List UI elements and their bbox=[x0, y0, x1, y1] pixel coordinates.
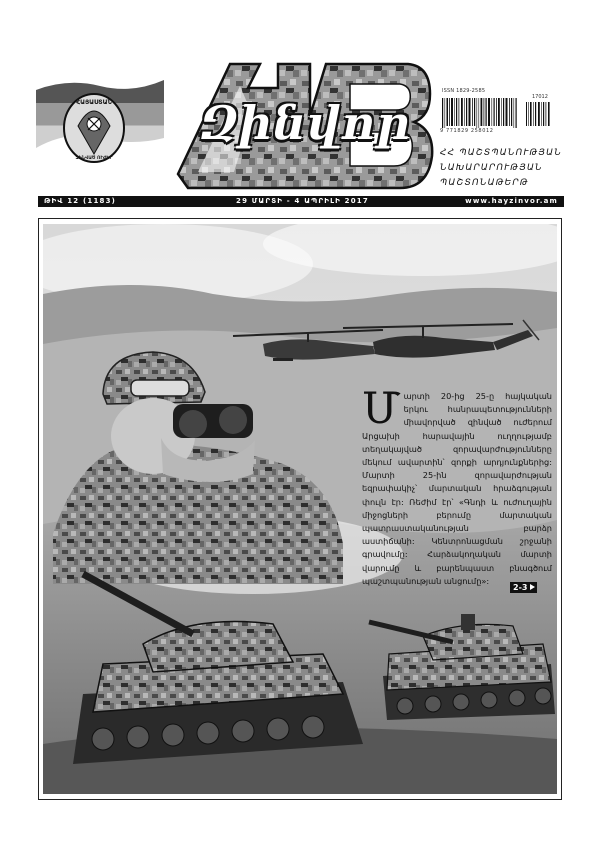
flag-emblem bbox=[36, 76, 164, 172]
lead-article bbox=[362, 384, 552, 588]
emblem-text-bottom: ԶԻՆՎԱԾ ՈՒԺԵՐ bbox=[75, 156, 113, 161]
barcode-number: 9 771829 258012 bbox=[440, 128, 494, 134]
issue-date: 29 ՄԱՐՏԻ - 4 ԱՊՐԻԼԻ 2017 bbox=[236, 197, 369, 205]
issue-bar bbox=[38, 196, 564, 207]
article-body: արտի 20-ից 25-ը հայկական երկու հանրապետությունների միավորված զինված ուժերում Արցախի հարավային ուղղությամբ տեղակայված զորավարժությունները մեկում ավարտին՝ զորքի արդյունքներից: Մարտի 25-ին զորավարժության եզրափակիչ՝ մարտական հրաձգության փուլն էր: Ռեժիմ էր՝ «Գնդի և ուժուղային միջոցների բերումը մարտական պատրաստականության բարձր աստիճանի: Կենտրոնացման շրջանի գրավումը: Հարձակողական մարտի վարումը և բարենպաստ բնագծում պաշտպանության անցումը»: bbox=[362, 391, 552, 586]
publisher-line-2: ՆԱԽԱՐԱՐՈՒԹՅԱՆ bbox=[440, 163, 543, 173]
masthead-title: Զինվոր bbox=[200, 96, 411, 150]
page-reference-label: 2-3 bbox=[513, 583, 528, 592]
arrow-right-icon bbox=[530, 584, 535, 590]
page-reference-link[interactable] bbox=[510, 582, 537, 593]
publisher-line-1: ՀՀ ՊԱՇՏՊԱՆՈՒԹՅԱՆ bbox=[440, 148, 563, 158]
emblem-text-top: ՀԱՅԱՍՏԱՆ bbox=[76, 99, 112, 106]
barcode-issn: ISSN 1829-2585 bbox=[442, 88, 486, 94]
barcode-tag: 17012 bbox=[532, 94, 548, 100]
article-dropcap: Մ bbox=[362, 384, 401, 434]
publisher-block bbox=[440, 146, 590, 191]
website-link[interactable]: www.hayzinvor.am bbox=[465, 197, 558, 205]
issue-number: ԹԻՎ 12 (1183) bbox=[44, 197, 117, 205]
publisher-line-3: ՊԱՇՏՈՆԱԹԵՐԹ bbox=[440, 178, 529, 188]
